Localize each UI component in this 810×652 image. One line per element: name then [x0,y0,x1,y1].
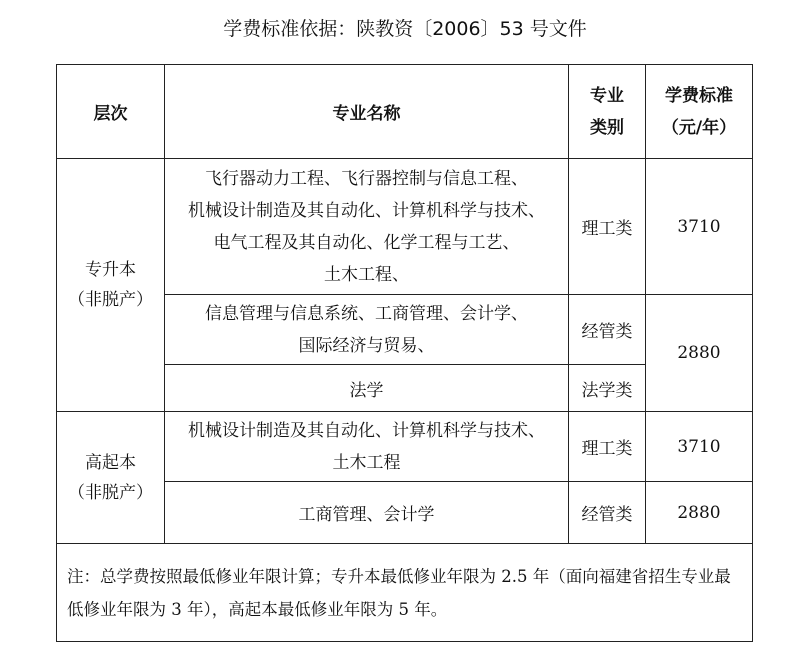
major-cell [165,295,569,365]
level-cell-upgrade [57,159,165,412]
major-cell [165,159,569,295]
major-line: 信息管理与信息系统、工商管理、会计学、 [205,303,528,324]
major-cell: 法学 [165,365,569,412]
level-label: 高起本 [85,452,136,473]
level-sublabel: （非脱产） [68,290,153,310]
page-title: 学费标准依据：陕教资〔2006〕53 号文件 [223,18,587,40]
level-sublabel: （非脱产） [68,482,153,503]
fee-cell: 2880 [646,295,753,412]
fee-cell: 3710 [646,412,753,482]
category-cell: 经管类 [569,295,646,365]
major-line: 飞行器动力工程、飞行器控制与信息工程、 [205,168,528,189]
header-level: 层次 [57,65,165,159]
level-cell-highschool [57,412,165,544]
level-label: 专升本 [85,260,136,280]
major-line: 土木工程 [332,452,401,473]
table-row [57,412,753,482]
fee-cell: 3710 [646,159,753,295]
note-row [57,544,753,642]
category-cell: 理工类 [569,159,646,295]
table-row [57,159,753,295]
fee-table [56,64,753,642]
category-cell: 经管类 [569,482,646,544]
major-line: 国际经济与贸易、 [298,335,435,356]
header-major: 专业名称 [165,65,569,159]
major-line: 机械设计制造及其自动化、计算机科学与技术、 [188,200,545,221]
category-cell: 理工类 [569,412,646,482]
major-cell [165,412,569,482]
major-line: 机械设计制造及其自动化、计算机科学与技术、 [188,420,545,441]
header-category-line1: 专业 [590,85,624,106]
note-cell: 注：总学费按照最低修业年限计算；专升本最低修业年限为 2.5 年（面向福建省招生专业最低修业年限为 3 年），高起本最低修业年限为 5 年。 [57,544,753,642]
header-category-line2: 类别 [590,117,624,138]
major-cell: 工商管理、会计学 [165,482,569,544]
fee-cell: 2880 [646,482,753,544]
header-fee-line2: （元/年） [661,117,737,138]
header-category [569,65,646,159]
header-fee-line1: 学费标准 [665,85,733,106]
major-line: 土木工程、 [324,264,409,285]
major-line: 电气工程及其自动化、化学工程与工艺、 [213,232,520,253]
header-fee [646,65,753,159]
header-row [57,65,753,159]
category-cell: 法学类 [569,365,646,412]
